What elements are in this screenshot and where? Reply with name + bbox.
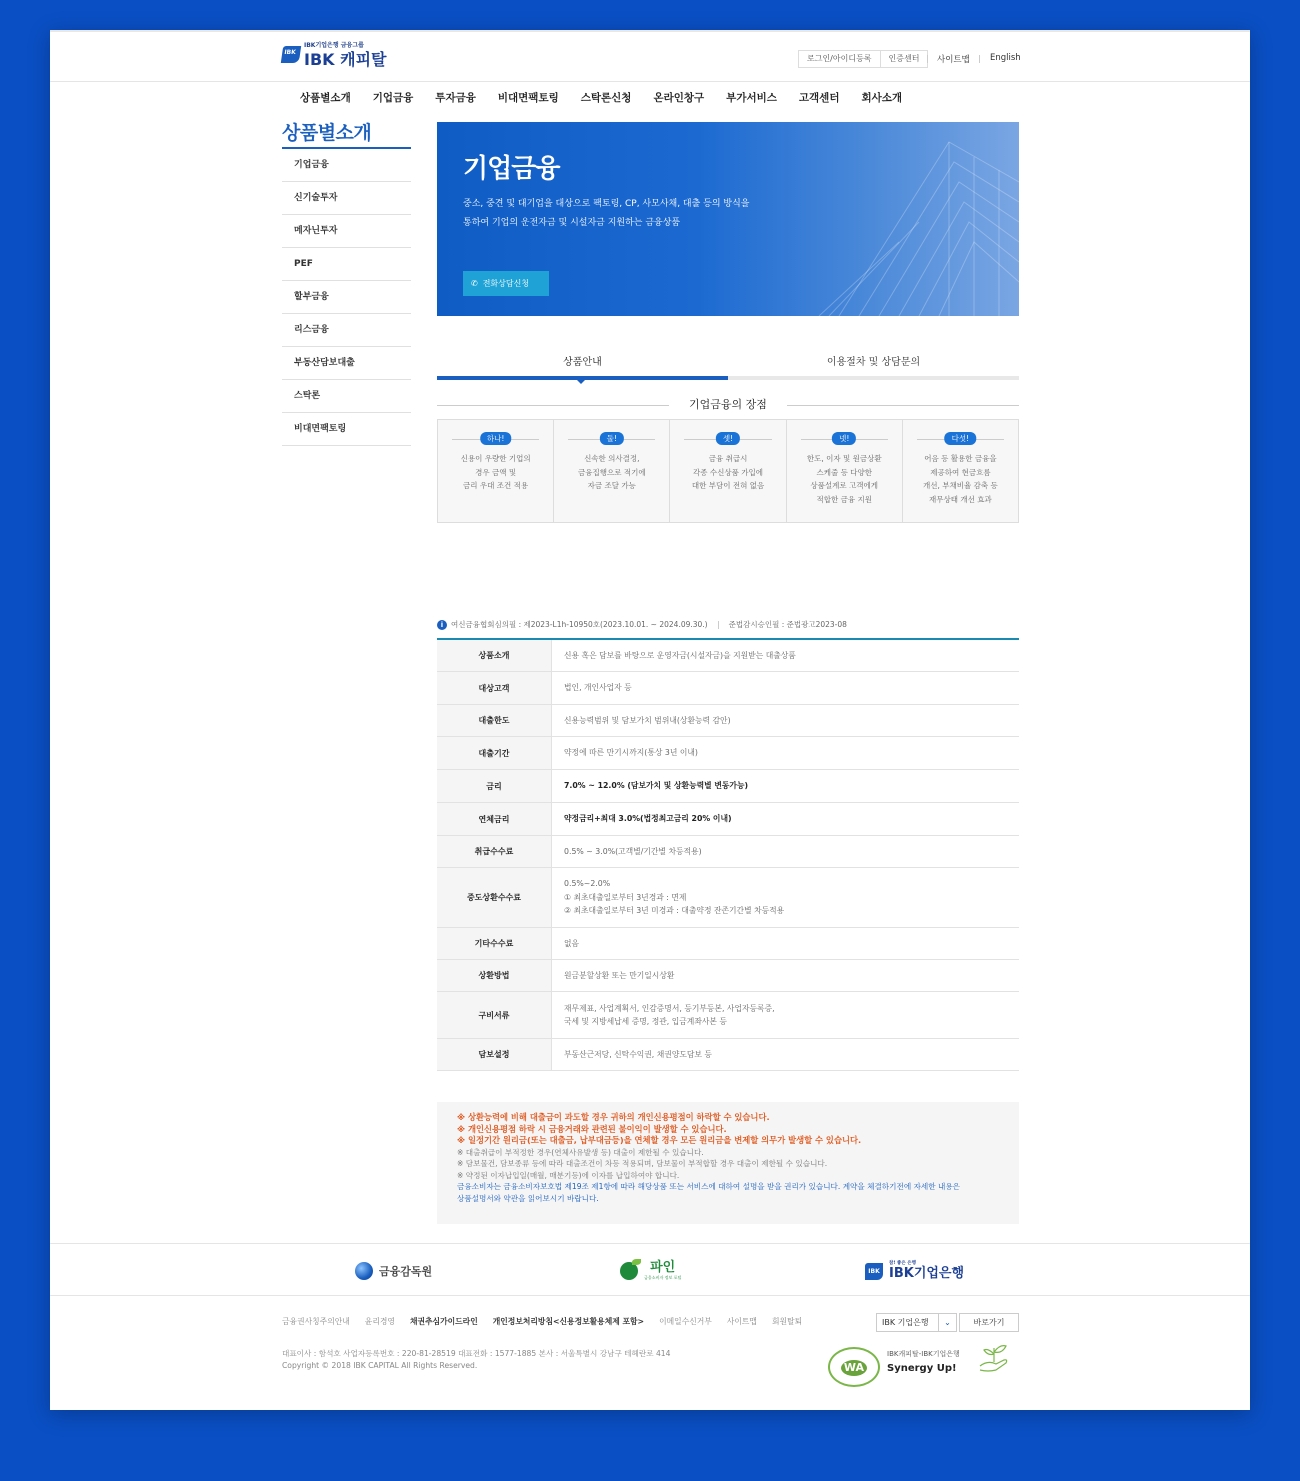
footer-divider xyxy=(50,1243,1250,1244)
ibk-bank-slogan: 참! 좋은 은행 xyxy=(889,1261,916,1266)
util-box xyxy=(798,50,928,68)
table-cell: 신용능력범위 및 담보가치 범위내(상환능력 감안) xyxy=(564,715,731,725)
fine-logo[interactable] xyxy=(620,1258,681,1284)
caution-warning: ※ 개인신용평점 하락 시 금융거래와 관련된 불이익이 발생할 수 있습니다. xyxy=(457,1123,727,1134)
sidebar-item-new-tech[interactable]: 신기술투자 xyxy=(282,182,411,215)
review-approval-text: 여신금융협회심의필 : 제2023-L1h-10950호(2023.10.01. ~ 2024.09.30.) xyxy=(451,620,708,629)
gnb-item-customer[interactable]: 고객센터 xyxy=(798,92,840,104)
table-header-cell: 대상고객 xyxy=(437,672,552,704)
fine-label: 파인 xyxy=(650,1260,676,1275)
table-row xyxy=(437,770,1019,803)
sidebar-item-realestate[interactable]: 부동산담보대출 xyxy=(282,347,411,380)
caution-warning: ※ 일정기간 원리금(또는 대출금, 납부대금등)을 연체할 경우 모든 원리금을 변제할 의무가 발생할 수 있습니다. xyxy=(457,1135,862,1145)
table-row xyxy=(437,836,1019,868)
sidebar-item-stockloan[interactable]: 스탁론 xyxy=(282,380,411,413)
table-cell: 0.5% ~ 3.0%(고객별/기간별 차등적용) xyxy=(564,846,702,856)
advantage-badge: 넷! xyxy=(832,432,856,445)
banner-desc-line: 중소, 중견 및 대기업을 대상으로 팩토링, CP, 사모사채, 대출 등의 방식을 xyxy=(463,199,750,209)
advantage-item xyxy=(670,420,786,522)
synergy-subtitle: IBK캐피탈-IBK기업은행 xyxy=(887,1350,960,1358)
gnb-item-company[interactable]: 회사소개 xyxy=(861,92,903,104)
phone-consult-label: 전화상담신청 xyxy=(482,279,530,288)
advantages-title: 기업금융의 장점 xyxy=(689,398,767,411)
fss-logo[interactable] xyxy=(355,1258,432,1284)
table-header-cell: 취급수수료 xyxy=(437,836,552,867)
table-row xyxy=(437,705,1019,737)
advantage-item xyxy=(903,420,1018,522)
table-cell: 없음 xyxy=(564,938,580,948)
util-divider xyxy=(979,55,980,63)
advantage-badge: 다섯! xyxy=(945,432,977,445)
cert-center-link[interactable]: 인증센터 xyxy=(880,51,928,67)
table-row xyxy=(437,992,1019,1039)
advantage-text: 신속한 의사결정, 금융집행으로 적기에 자금 조달 가능 xyxy=(578,454,646,490)
family-site-go-button[interactable]: 바로가기 xyxy=(959,1313,1019,1332)
company-info xyxy=(282,1348,670,1372)
product-info-table xyxy=(437,638,1019,1071)
table-header-cell: 상환방법 xyxy=(437,960,552,991)
table-cell: 법인, 개인사업자 등 xyxy=(564,683,632,693)
synergy-title: Synergy Up! xyxy=(887,1363,957,1374)
wa-mark-label: WA xyxy=(841,1360,867,1376)
advantage-badge: 하나! xyxy=(480,432,512,445)
phone-consult-button[interactable] xyxy=(463,271,549,296)
banner-title: 기업금융 xyxy=(463,154,560,184)
fine-sub-label: 금융소비자 정보 포털 xyxy=(644,1275,682,1280)
footer-link[interactable]: 윤리경영 xyxy=(364,1317,395,1326)
advantage-text: 금융 취급시 각종 수신상품 가입에 대한 부담이 전혀 없음 xyxy=(691,454,765,490)
table-cell: 7.0% ~ 12.0% (담보가치 및 상환능력별 변동가능) xyxy=(564,781,749,791)
table-row xyxy=(437,737,1019,770)
table-header-cell: 담보설정 xyxy=(437,1039,552,1070)
footer-link[interactable]: 회원탈퇴 xyxy=(771,1317,803,1326)
table-header-cell: 연체금리 xyxy=(437,803,552,835)
sitemap-link[interactable]: 사이트맵 xyxy=(937,55,970,65)
header-divider xyxy=(50,81,1250,82)
sidebar-title: 상품별소개 xyxy=(282,122,372,144)
sidebar-item-pef[interactable]: PEF xyxy=(282,248,411,281)
table-cell: 재무제표, 사업계획서, 인감증명서, 등기부등본, 사업자등록증, 국세 및 지방세납세 증명, 정관, 입금계좌사본 등 xyxy=(564,1003,775,1026)
advantage-text: 신용이 우량한 기업의 경우 금액 및 금리 우대 조건 적용 xyxy=(460,454,531,490)
consumer-rights-note: 상품설명서와 약관을 읽어보시기 바랍니다. xyxy=(457,1193,599,1203)
advantage-item xyxy=(554,420,670,522)
ibk-capital-logo[interactable] xyxy=(282,42,392,69)
gnb-item-factoring[interactable]: 비대면팩토링 xyxy=(497,92,559,104)
ibk-bank-icon: IBK xyxy=(865,1263,883,1280)
advantage-text: 어음 등 활용한 금융을 제공하여 현금흐름 개선, 부채비율 감축 등 재무상태 개선 효과 xyxy=(923,454,998,504)
tab-active-caret-icon xyxy=(576,379,586,384)
gnb-item-stockloan[interactable]: 스탁론신청 xyxy=(580,92,632,104)
table-row xyxy=(437,1039,1019,1071)
family-site-select[interactable] xyxy=(876,1313,957,1332)
tab-product-info[interactable]: 상품안내 xyxy=(563,357,602,368)
ibk-bank-logo[interactable] xyxy=(865,1258,964,1284)
caution-box xyxy=(437,1102,1019,1224)
caution-warning: ※ 상환능력에 비해 대출금이 과도할 경우 귀하의 개인신용평점이 하락할 수 있습니다. xyxy=(457,1112,770,1122)
caution-note: ※ 담보물건, 담보종류 등에 따라 대출조건이 차등 적용되며, 담보물이 부적합할 경우 대출이 제한될 수 있습니다. xyxy=(457,1159,828,1168)
ibk-bank-label: IBK기업은행 xyxy=(889,1266,965,1281)
table-header-cell: 상품소개 xyxy=(437,640,552,671)
web-accessibility-mark xyxy=(828,1347,880,1387)
gnb-item-online[interactable]: 온라인창구 xyxy=(653,92,705,104)
logo-text: IBK 캐피탈 xyxy=(304,50,387,69)
table-cell: 0.5%~2.0% ① 최초대출일로부터 3년경과 : 면제 ② 최초대출일로부터 3년 미경과 : 대출약정 잔존기간별 차등적용 xyxy=(564,879,785,916)
advantage-item xyxy=(438,420,554,522)
advantage-badge: 둘! xyxy=(600,432,624,445)
ibk-logo-icon: IBK xyxy=(281,46,301,63)
sidebar-menu xyxy=(282,149,411,446)
sidebar-item-lease[interactable]: 리스금융 xyxy=(282,314,411,347)
table-header-cell: 금리 xyxy=(437,770,552,802)
table-cell: 약정금리+최대 3.0%(법정최고금리 20% 이내) xyxy=(564,814,732,824)
copyright: Copyright © 2018 IBK CAPITAL All Rights Reserved. xyxy=(282,1361,478,1370)
table-cell: 부동산근저당, 신탁수익권, 채권양도담보 등 xyxy=(564,1049,712,1059)
table-header-cell: 대출기간 xyxy=(437,737,552,769)
footer-divider xyxy=(50,1295,1250,1296)
footer-links xyxy=(282,1316,802,1327)
util-divider xyxy=(927,55,928,63)
caution-note: ※ 약정된 이자납입일(매월, 매분기등)에 이자를 납입하여야 합니다. xyxy=(457,1170,680,1180)
gnb-item-corporate[interactable]: 기업금융 xyxy=(372,92,414,104)
footer-link[interactable]: 금융권사칭주의안내 xyxy=(282,1317,350,1326)
sidebar-item-installment[interactable]: 할부금융 xyxy=(282,281,411,314)
global-nav xyxy=(300,90,902,108)
footer-link[interactable]: 이메일수신거부 xyxy=(659,1317,712,1326)
tab-procedure[interactable]: 이용절차 및 상담문의 xyxy=(826,357,921,368)
advantage-text: 한도, 이자 및 원금상환 스케줄 등 다양한 상품설계로 고객에게 적합한 금융 지원 xyxy=(806,454,882,504)
advantage-item xyxy=(787,420,903,522)
advantage-badge: 셋! xyxy=(716,432,740,445)
table-row xyxy=(437,803,1019,836)
table-cell: 원금분할상환 또는 만기일시상환 xyxy=(564,970,675,980)
table-cell: 약정에 따른 만기시까지(통상 3년 이내) xyxy=(564,748,698,758)
gnb-item-investment[interactable]: 투자금융 xyxy=(435,92,476,104)
info-icon: i xyxy=(437,620,447,630)
english-link[interactable]: English xyxy=(990,53,1021,63)
sidebar-item-mezzanine[interactable]: 메자닌투자 xyxy=(282,215,411,248)
ad-approval-notice xyxy=(437,619,847,630)
table-row xyxy=(437,640,1019,672)
login-link[interactable]: 로그인/아이디등록 xyxy=(807,54,872,63)
sidebar-item-factoring[interactable]: 비대면팩토링 xyxy=(282,413,411,446)
top-border xyxy=(50,30,1250,32)
footer-link[interactable]: 채권추심가이드라인 xyxy=(409,1317,478,1326)
gnb-item-services[interactable]: 부가서비스 xyxy=(726,92,777,104)
caution-note: ※ 대출취급이 부적정한 경우(연체사유발생 등) 대출이 제한될 수 있습니다. xyxy=(457,1147,704,1157)
table-row xyxy=(437,672,1019,705)
building-illustration xyxy=(799,122,1019,316)
table-header-cell: 중도상환수수료 xyxy=(437,868,552,927)
compliance-approval-text: 준법감시승인필 : 준법광고2023-08 xyxy=(728,620,847,629)
notice-divider xyxy=(718,621,719,629)
table-header-cell: 기타수수료 xyxy=(437,928,552,959)
table-cell: 신용 혹은 담보를 바탕으로 운영자금(시설자금)을 지원받는 대출상품 xyxy=(564,650,796,660)
family-site-value: IBK 기업은행 xyxy=(882,1318,929,1327)
logo-subtitle: IBK기업은행 금융그룹 xyxy=(304,42,364,49)
company-address: 대표이사 : 함석호 사업자등록번호 : 220-81-28519 대표전화 : 1577-1885 본사 : 서울특별시 강남구 테헤란로 414 xyxy=(282,1349,671,1358)
fss-label: 금융감독원 xyxy=(379,1265,433,1278)
table-row xyxy=(437,928,1019,960)
page xyxy=(50,30,1250,1410)
table-header-cell: 구비서류 xyxy=(437,992,552,1038)
synergy-banner xyxy=(887,1349,960,1374)
banner-desc-line: 통하여 기업의 운전자금 및 시설자금 지원하는 금융상품 xyxy=(463,218,681,228)
footer-link-privacy[interactable]: 개인정보처리방침<신용정보활용체제 포함> xyxy=(492,1317,645,1326)
advantages-heading xyxy=(437,396,1019,412)
consumer-rights-note: 금융소비자는 금융소비자보호법 제19조 제1항에 따라 해당상품 또는 서비스에 대하여 설명을 받을 권리가 있습니다. 계약을 체결하기전에 자세한 내용은 xyxy=(457,1182,960,1191)
chevron-down-icon: ⌄ xyxy=(938,1314,956,1331)
fss-globe-icon xyxy=(355,1262,373,1280)
banner-description xyxy=(463,195,793,233)
gnb-item-products[interactable]: 상품별소개 xyxy=(300,92,351,104)
hand-sprout-icon xyxy=(978,1340,1010,1374)
sidebar-item-corporate[interactable]: 기업금융 xyxy=(282,149,411,182)
table-header-cell: 대출한도 xyxy=(437,705,552,736)
table-row xyxy=(437,960,1019,992)
fine-leaf-icon xyxy=(620,1262,638,1280)
phone-icon: ✆ xyxy=(471,279,478,288)
table-row xyxy=(437,868,1019,928)
advantages-box xyxy=(437,419,1019,523)
product-banner xyxy=(437,122,1019,316)
footer-link[interactable]: 사이트맵 xyxy=(726,1317,757,1326)
